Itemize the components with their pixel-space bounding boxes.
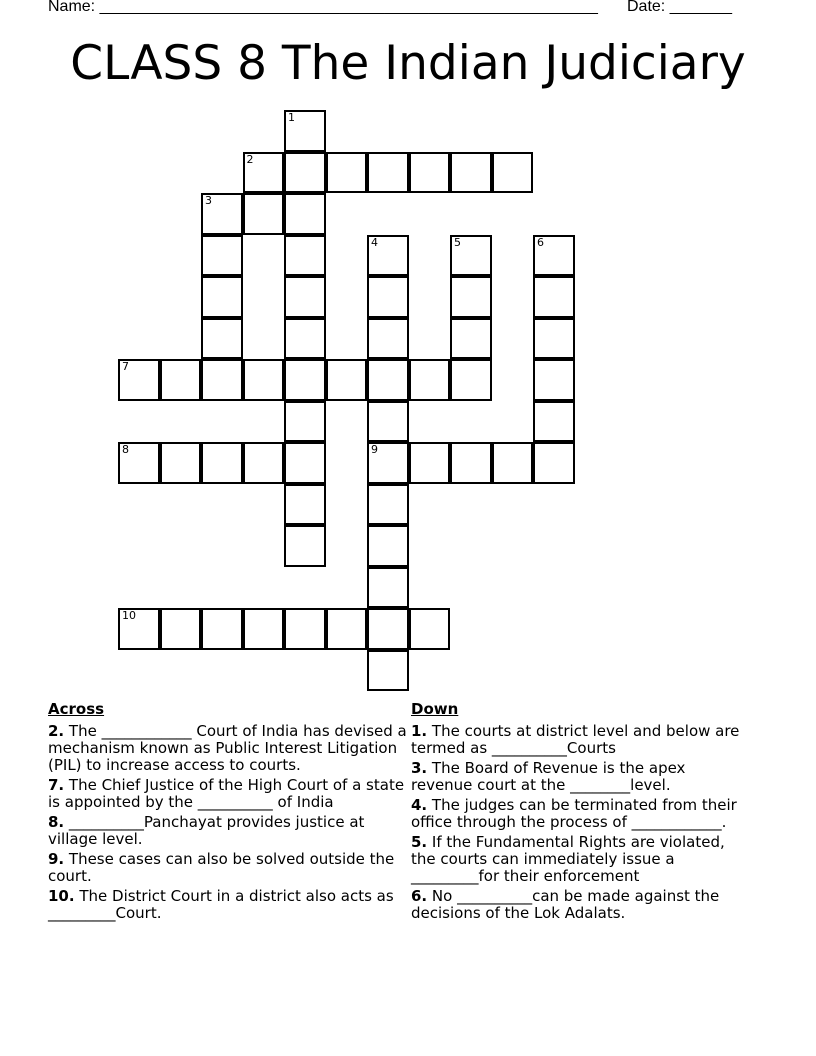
across-clue <box>48 851 408 885</box>
clue-text: The courts at district level and below are termed as __________Courts <box>411 722 740 757</box>
down-clue <box>411 797 751 831</box>
date-field-label: Date: _______ <box>627 0 732 15</box>
grid-cell[interactable] <box>201 235 243 277</box>
down-clue-list <box>411 723 751 922</box>
clue-text: The District Court in a district also acts as _________Court. <box>48 887 394 922</box>
grid-cell[interactable] <box>284 318 326 360</box>
clue-number: 6 <box>537 235 544 249</box>
grid-cell[interactable] <box>367 484 409 526</box>
clue-number: 5 <box>454 235 461 249</box>
grid-cell[interactable] <box>284 359 326 401</box>
across-clue <box>48 723 408 774</box>
grid-cell[interactable] <box>160 359 202 401</box>
page-title: CLASS 8 The Indian Judiciary <box>70 36 746 91</box>
grid-cell[interactable] <box>284 484 326 526</box>
grid-cell[interactable] <box>450 359 492 401</box>
grid-cell[interactable] <box>409 152 451 194</box>
clue-text: The ____________ Court of India has devised a mechanism known as Public Interest Litigation (PIL) to increase access to courts. <box>48 722 407 774</box>
grid-cell[interactable] <box>201 276 243 318</box>
grid-cell[interactable] <box>367 276 409 318</box>
grid-cell[interactable] <box>533 401 575 443</box>
grid-cell[interactable] <box>533 442 575 484</box>
across-clue <box>48 888 408 922</box>
grid-cell[interactable] <box>284 193 326 235</box>
clue-number: 4 <box>371 235 378 249</box>
down-clue <box>411 888 751 922</box>
grid-cell[interactable] <box>367 152 409 194</box>
clue-label: 6. <box>411 887 428 905</box>
clue-number: 2 <box>246 152 254 166</box>
grid-cell[interactable] <box>367 650 409 692</box>
grid-cell[interactable] <box>160 608 202 650</box>
clue-text: The Chief Justice of the High Court of a state is appointed by the __________ of India <box>48 776 405 811</box>
clue-text: No __________can be made against the decisions of the Lok Adalats. <box>411 887 720 922</box>
grid-cell[interactable] <box>409 608 451 650</box>
grid-cell[interactable] <box>201 318 243 360</box>
grid-cell[interactable] <box>118 608 160 650</box>
grid-cell[interactable] <box>201 193 243 235</box>
grid-cell[interactable] <box>450 276 492 318</box>
clue-label: 4. <box>411 796 428 814</box>
grid-cell[interactable] <box>367 235 409 277</box>
grid-cell[interactable] <box>367 567 409 609</box>
grid-cell[interactable] <box>450 235 492 277</box>
down-clue <box>411 834 751 885</box>
name-field-label: Name: ________________________________________________________ <box>48 0 598 15</box>
grid-cell[interactable] <box>492 152 534 194</box>
grid-cell[interactable] <box>326 359 368 401</box>
clue-text: __________Panchayat provides justice at village level. <box>48 813 365 848</box>
grid-cell[interactable] <box>450 152 492 194</box>
down-clue <box>411 760 751 794</box>
grid-cell[interactable] <box>243 608 285 650</box>
grid-cell[interactable] <box>243 193 285 235</box>
grid-cell[interactable] <box>409 442 451 484</box>
grid-cell[interactable] <box>533 318 575 360</box>
grid-cell[interactable] <box>492 442 534 484</box>
grid-cell[interactable] <box>450 442 492 484</box>
across-clue <box>48 814 408 848</box>
clue-text: These cases can also be solved outside the court. <box>48 850 395 885</box>
grid-cell[interactable] <box>326 608 368 650</box>
clue-label: 2. <box>48 722 65 740</box>
grid-cell[interactable] <box>284 235 326 277</box>
grid-cell[interactable] <box>533 276 575 318</box>
grid-cell[interactable] <box>533 235 575 277</box>
grid-cell[interactable] <box>118 442 160 484</box>
grid-cell[interactable] <box>284 152 326 194</box>
clue-number: 10 <box>122 609 136 622</box>
down-clue <box>411 723 751 757</box>
grid-cell[interactable] <box>160 442 202 484</box>
clue-number: 3 <box>205 194 212 207</box>
clue-label: 5. <box>411 833 428 851</box>
across-clue <box>48 777 408 811</box>
clue-label: 9. <box>48 850 65 868</box>
grid-cell[interactable] <box>367 318 409 360</box>
grid-cell[interactable] <box>243 152 285 194</box>
across-heading: Across <box>48 700 105 718</box>
across-clues <box>48 701 408 925</box>
grid-cell[interactable] <box>450 318 492 360</box>
clue-text: The Board of Revenue is the apex revenue court at the ________level. <box>411 759 686 794</box>
down-heading: Down <box>411 700 459 718</box>
clue-number: 7 <box>122 360 129 373</box>
clue-text: If the Fundamental Rights are violated, the courts can immediately issue a _________for their enforcement <box>411 833 725 885</box>
clue-number: 9 <box>371 443 378 456</box>
grid-cell[interactable] <box>367 525 409 567</box>
grid-cell[interactable] <box>367 401 409 443</box>
clue-text: The judges can be terminated from their office through the process of ____________. <box>411 796 737 831</box>
grid-cell[interactable] <box>284 608 326 650</box>
clue-label: 7. <box>48 776 65 794</box>
clue-label: 3. <box>411 759 428 777</box>
grid-cell[interactable] <box>243 359 285 401</box>
grid-cell[interactable] <box>243 442 285 484</box>
grid-cell[interactable] <box>284 442 326 484</box>
clue-number: 8 <box>122 443 129 456</box>
grid-cell[interactable] <box>284 525 326 567</box>
grid-cell[interactable] <box>118 359 160 401</box>
down-clues <box>411 701 751 925</box>
clue-label: 10. <box>48 887 75 905</box>
grid-cell[interactable] <box>201 442 243 484</box>
grid-cell[interactable] <box>284 401 326 443</box>
grid-cell[interactable] <box>284 276 326 318</box>
clue-number: 1 <box>288 111 295 124</box>
grid-cell[interactable] <box>326 152 368 194</box>
grid-cell[interactable] <box>533 359 575 401</box>
grid-cell[interactable] <box>284 110 326 152</box>
clue-label: 8. <box>48 813 65 831</box>
grid-cell[interactable] <box>367 608 409 650</box>
grid-cell[interactable] <box>367 359 409 401</box>
across-clue-list <box>48 723 408 922</box>
grid-cell[interactable] <box>367 442 409 484</box>
clue-label: 1. <box>411 722 428 740</box>
grid-cell[interactable] <box>201 608 243 650</box>
grid-cell[interactable] <box>409 359 451 401</box>
grid-cell[interactable] <box>201 359 243 401</box>
